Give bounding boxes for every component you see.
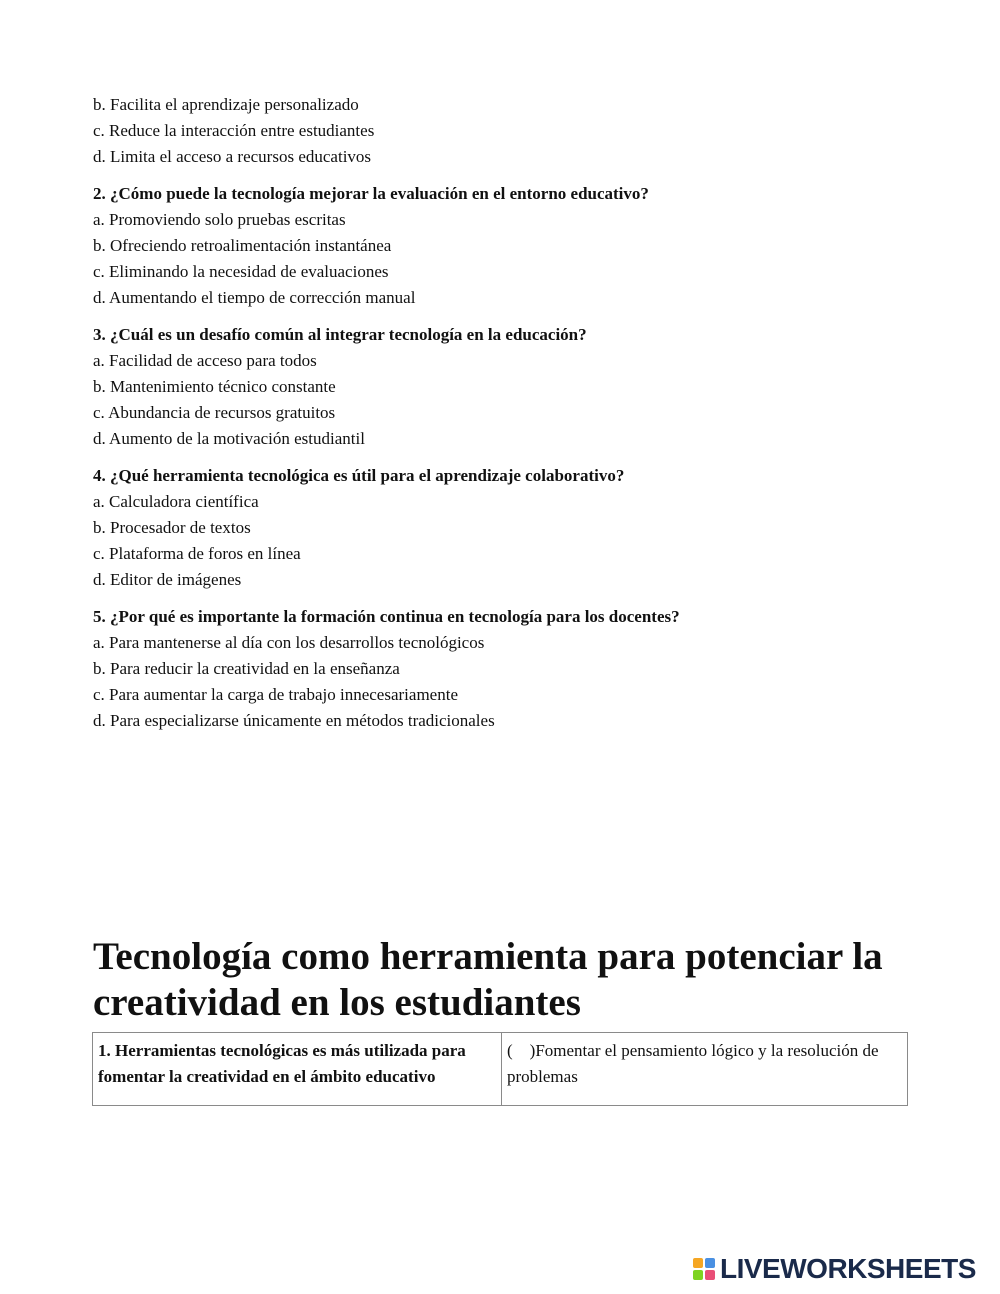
match-answer-cell — [502, 1033, 908, 1106]
option-1c[interactable]: c. Reduce la interacción entre estudiantes — [93, 121, 375, 140]
option-3a[interactable]: a. Facilidad de acceso para todos — [93, 351, 317, 370]
question-2 — [93, 181, 913, 311]
option-5b[interactable]: b. Para reducir la creatividad en la enseñanza — [93, 659, 400, 678]
option-2d[interactable]: d. Aumentando el tiempo de corrección manual — [93, 288, 416, 307]
option-3d[interactable]: d. Aumento de la motivación estudiantil — [93, 429, 365, 448]
question-title: 5. ¿Por qué es importante la formación continua en tecnología para los docentes? — [93, 607, 680, 626]
option-4b[interactable]: b. Procesador de textos — [93, 518, 251, 537]
section-heading-line2: creatividad en los estudiantes — [93, 981, 581, 1024]
logo-icon — [693, 1258, 715, 1280]
matching-table — [92, 1032, 908, 1106]
option-4a[interactable]: a. Calculadora científica — [93, 492, 259, 511]
logo-square-3 — [693, 1270, 703, 1280]
question-3 — [93, 322, 913, 452]
option-4c[interactable]: c. Plataforma de foros en línea — [93, 544, 301, 563]
section-heading — [93, 934, 933, 1026]
logo-text: LIVEWORKSHEETS — [720, 1253, 976, 1284]
answer-blank[interactable]: ( ) — [507, 1041, 536, 1060]
option-2c[interactable]: c. Eliminando la necesidad de evaluaciones — [93, 262, 389, 281]
question-title: 4. ¿Qué herramienta tecnológica es útil para el aprendizaje colaborativo? — [93, 466, 625, 485]
option-3b[interactable]: b. Mantenimiento técnico constante — [93, 377, 336, 396]
option-1d[interactable]: d. Limita el acceso a recursos educativos — [93, 147, 372, 166]
match-prompt-cell: 1. Herramientas tecnológicas es más utilizada para fomentar la creatividad en el ámbito educativo — [93, 1033, 502, 1106]
option-3c[interactable]: c. Abundancia de recursos gratuitos — [93, 403, 336, 422]
quiz-section — [93, 92, 913, 734]
question-title: 3. ¿Cuál es un desafío común al integrar tecnología en la educación? — [93, 325, 587, 344]
logo-square-4 — [705, 1270, 715, 1280]
option-2a[interactable]: a. Promoviendo solo pruebas escritas — [93, 210, 346, 229]
option-4d[interactable]: d. Editor de imágenes — [93, 570, 242, 589]
question-4 — [93, 463, 913, 593]
option-2b[interactable]: b. Ofreciendo retroalimentación instantánea — [93, 236, 392, 255]
answer-text: Fomentar el pensamiento lógico y la resolución de problemas — [507, 1041, 879, 1086]
option-1b[interactable]: b. Facilita el aprendizaje personalizado — [93, 95, 359, 114]
option-5c[interactable]: c. Para aumentar la carga de trabajo innecesariamente — [93, 685, 458, 704]
liveworksheets-logo[interactable] — [693, 1254, 976, 1284]
question-5 — [93, 604, 913, 734]
option-5d[interactable]: d. Para especializarse únicamente en métodos tradicionales — [93, 711, 495, 730]
table-row — [93, 1033, 908, 1106]
question-1-partial — [93, 92, 913, 170]
option-5a[interactable]: a. Para mantenerse al día con los desarrollos tecnológicos — [93, 633, 485, 652]
logo-square-1 — [693, 1258, 703, 1268]
logo-square-2 — [705, 1258, 715, 1268]
question-title: 2. ¿Cómo puede la tecnología mejorar la evaluación en el entorno educativo? — [93, 184, 649, 203]
section-heading-line1: Tecnología como herramienta para potenciar la — [93, 935, 883, 978]
